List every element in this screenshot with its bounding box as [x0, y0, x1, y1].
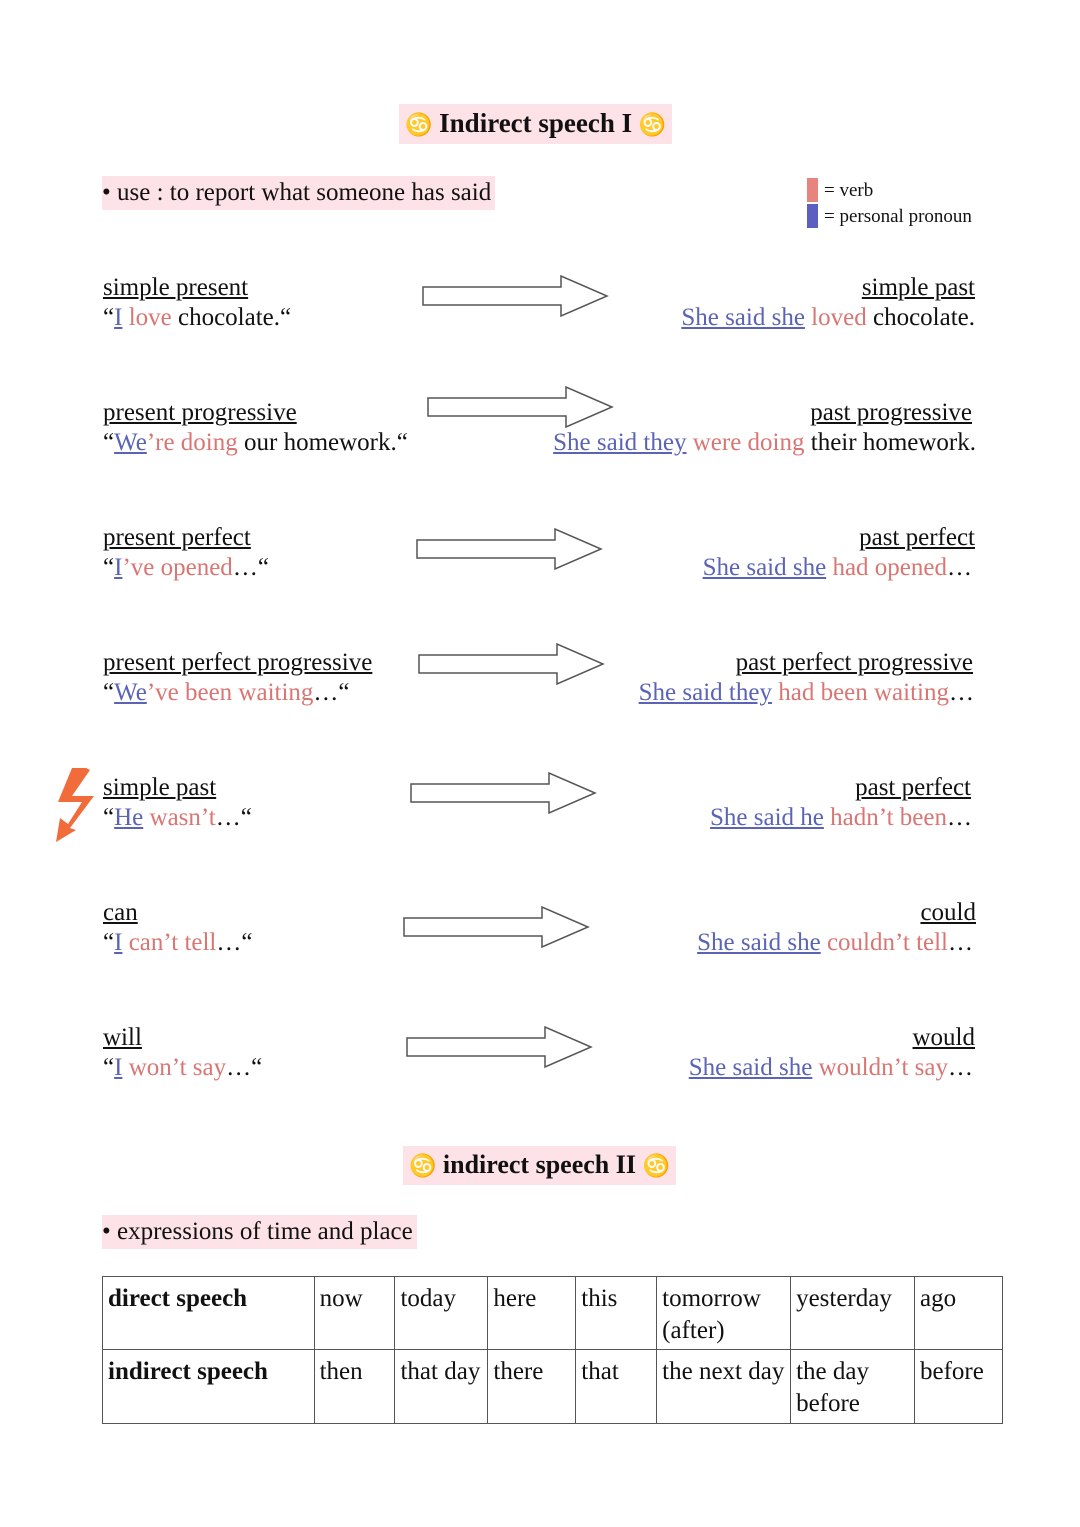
right-tense: past perfect: [859, 524, 975, 551]
ornament-icon: ♋: [638, 112, 667, 137]
ornament-icon: ♋: [409, 1153, 437, 1178]
right-tense: simple past: [861, 274, 975, 301]
arrow-right-icon: [415, 527, 605, 573]
legend: [807, 178, 972, 230]
right-example: She said she had opened…: [702, 554, 972, 581]
arrow-right-icon: [426, 385, 616, 431]
table-cell: yesterday: [791, 1277, 915, 1350]
right-tense: would: [912, 1024, 975, 1051]
table-cell: here: [488, 1277, 576, 1350]
ornament-icon: ♋: [642, 1153, 670, 1178]
right-tense: past perfect progressive: [735, 649, 973, 676]
right-example: She said he hadn’t been…: [710, 804, 972, 831]
pronoun-color-swatch: [807, 204, 818, 228]
table-cell: ago: [915, 1277, 1003, 1350]
arrow-right-icon: [417, 642, 607, 688]
left-example: “I can’t tell…“: [103, 929, 253, 956]
lightning-warning-icon: [50, 766, 106, 844]
table-cell: tomorrow (after): [657, 1277, 791, 1350]
table-cell: then: [314, 1350, 395, 1424]
arrow-right-icon: [402, 905, 592, 951]
right-tense: past progressive: [810, 399, 972, 426]
arrow-right-icon: [421, 274, 611, 320]
table-cell: today: [395, 1277, 488, 1350]
table-cell: now: [314, 1277, 395, 1350]
left-tense: can: [103, 899, 138, 926]
ornament-icon: ♋: [405, 112, 433, 137]
left-example: “I’ve opened…“: [103, 554, 269, 581]
left-example: “We’re doing our homework.“: [103, 429, 408, 456]
right-example: She said she couldn’t tell…: [697, 929, 973, 956]
right-example: She said they were doing their homework.: [553, 429, 976, 456]
left-example: “I love chocolate.“: [103, 304, 292, 331]
left-tense: present progressive: [103, 399, 297, 426]
left-tense: present perfect: [103, 524, 251, 551]
legend-pronoun: = personal pronoun: [807, 204, 972, 230]
table-cell: direct speech: [103, 1277, 315, 1350]
right-example: She said they had been waiting…: [638, 679, 974, 706]
time-place-table: [102, 1276, 1003, 1424]
left-tense: present perfect progressive: [103, 649, 373, 676]
section-title-text: indirect speech II: [442, 1150, 636, 1179]
table-cell: this: [576, 1277, 657, 1350]
right-tense: past perfect: [855, 774, 971, 801]
right-example: She said she wouldn’t say…: [688, 1054, 973, 1081]
table-cell: there: [488, 1350, 576, 1424]
verb-color-swatch: [807, 178, 818, 202]
page-title-text: Indirect speech I: [439, 108, 633, 138]
legend-verb: = verb: [807, 178, 972, 204]
table-cell: that: [576, 1350, 657, 1424]
left-example: “I won’t say…“: [103, 1054, 263, 1081]
table-cell: before: [915, 1350, 1003, 1424]
expressions-line: • expressions of time and place: [102, 1215, 417, 1249]
page-title: [399, 104, 672, 144]
left-tense: will: [103, 1024, 142, 1051]
left-tense: simple past: [103, 774, 217, 801]
table-cell: the next day: [657, 1350, 791, 1424]
left-tense: simple present: [103, 274, 249, 301]
table-cell: indirect speech: [103, 1350, 315, 1424]
table-cell: the day before: [791, 1350, 915, 1424]
arrow-right-icon: [405, 1025, 595, 1071]
table-row: [103, 1277, 1003, 1350]
left-example: “He wasn’t…“: [103, 804, 252, 831]
table-cell: that day: [395, 1350, 488, 1424]
section-title: [403, 1146, 676, 1185]
use-line: • use : to report what someone has said: [102, 176, 495, 210]
table-row: [103, 1350, 1003, 1424]
arrow-right-icon: [409, 771, 599, 817]
right-tense: could: [920, 899, 976, 926]
right-example: She said she loved chocolate.: [681, 304, 975, 331]
left-example: “We’ve been waiting…“: [103, 679, 350, 706]
